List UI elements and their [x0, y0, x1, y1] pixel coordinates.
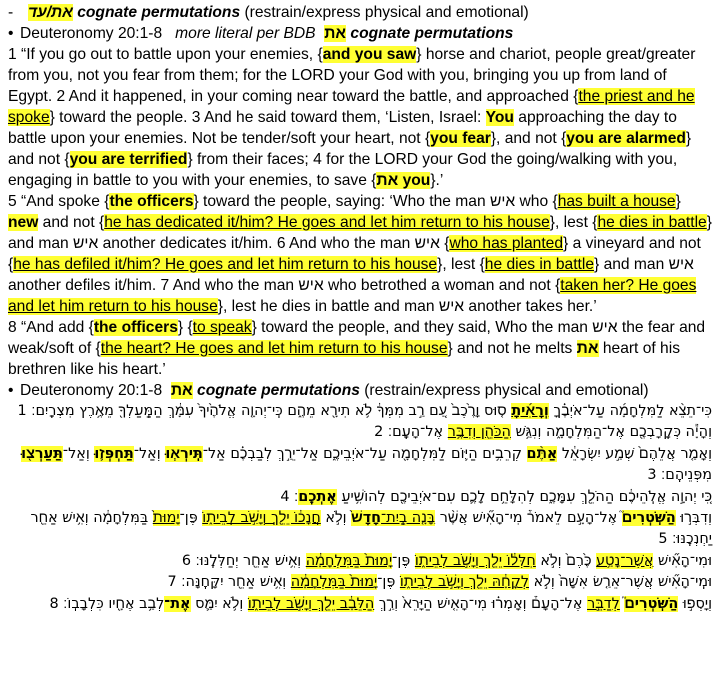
hebrew-verse-7 [8, 572, 712, 593]
highlighted-phrase: and you saw [322, 46, 417, 63]
text-run: ׃ 4 [280, 488, 299, 505]
highlighted-phrase: תַּחְפְּז֛וּ [94, 445, 134, 462]
highlighted-phrase: the heart? He goes and let him return to his house [100, 340, 448, 357]
text-run: } and man [594, 256, 669, 273]
highlighted-phrase: יָמוּת֙ בַּמִּלְחָמָ֔ה [305, 552, 393, 569]
hebrew-word: איש [489, 193, 516, 210]
highlighted-phrase: he has defiled it/him? He goes and let him return to his house [13, 256, 438, 273]
text-run: וּמִי־הָאִ֞ישׁ [653, 552, 712, 569]
text-run: another dedicates it/him. 6 And who the man [98, 235, 415, 252]
highlighted-phrase: to speak [192, 319, 252, 336]
highlighted-phrase: the priest and he spoke [8, 88, 695, 126]
highlighted-phrase: בָּנָ֤ה בַֽיִת־ [381, 510, 436, 527]
hebrew-word: איש [414, 235, 440, 252]
text-run: }, and not { [490, 130, 567, 147]
hebrew-verse-4 [8, 487, 712, 508]
heading-line-1 [8, 2, 712, 23]
text-run: who betrothed a woman and not { [323, 277, 561, 294]
cognate-title: cognate permutations [350, 25, 514, 42]
text-run: פֶּן־ [377, 574, 400, 591]
text-run: וְאִ֥ישׁ אַחֵ֖ר יִקָּחֶֽנָּה׃ 7 [167, 574, 291, 591]
text-run: ס֤וּס וָרֶ֙כֶב֙ עַ֚ם רַ֣ב מִמְּךָ֔ לֹ֥א תִירָ֖א מֵהֶ֑ם כִּֽי־יְהוָ֤ה אֱלֹהֶ֙יךָ֙ עִמָּ֔ךְ הַמַּֽעַלְךָ֖ מֵאֶ֥רֶץ מִצְרָֽיִם׃ 1 [17, 403, 512, 419]
highlighted-phrase: הַשֹּֽׁטְרִים֮ [621, 510, 676, 527]
highlighted-phrase: taken her? He goes and let him return to his house [8, 277, 697, 315]
hebrew-word: איש [438, 298, 465, 315]
text-run: 5 “And spoke { [8, 193, 110, 210]
highlighted-phrase: חֲנָכ֔וֹ יֵלֵ֖ךְ וְיָשֹׁ֣ב לְבֵית֑וֹ [202, 510, 321, 527]
text-run: }, lest { [549, 214, 598, 231]
text-run: } { [177, 319, 193, 336]
hebrew-word: איש [298, 277, 324, 294]
highlighted-phrase: you are terrified [69, 151, 188, 168]
text-run: מִפְּנֵיהֶֽם׃ 3 [647, 467, 712, 484]
text-run: } [675, 193, 681, 210]
highlighted-phrase: לְקָחָ֔הּ יֵלֵ֖ךְ וְיָשֹׁ֣ב לְבֵית֑וֹ [399, 574, 529, 591]
hebrew-word: איש [73, 235, 99, 252]
hebrew-verse-5 [8, 508, 712, 551]
hebrew-verse-3 [8, 444, 712, 487]
text-run: } horse and chariot, people great/greater from you, not you fear from them; for the LORD your God with you, bringing you up from land of Egypt. 2 And it happened, in your coming near toward the battle, and approached { [8, 46, 696, 105]
hebrew-term: את/עד [28, 4, 73, 21]
text-run: פֶּן־ [392, 552, 415, 569]
hebrew-word: איש [668, 256, 694, 273]
highlighted-phrase: אַתֶּ֨ם [526, 445, 558, 462]
text-run: and not { [38, 214, 105, 231]
hebrew-verse-6 [8, 551, 712, 572]
text-run: אֶל־הָעָ֣ם לֵאמֹר֒ מִי־הָאִ֞ישׁ אֲשֶׁ֨ר [435, 510, 622, 527]
text-run: the fear and weak/soft of { [8, 319, 706, 357]
highlighted-phrase: You [485, 109, 514, 126]
paragraph-verse-8 [8, 317, 712, 380]
text-run: כִּ֚י יְהוָ֣ה אֱלֹֽהֵיכֶ֔ם הַהֹלֵ֖ךְ עִמָּכֶ֑ם לְהִלָּחֵ֥ם לָכֶ֛ם עִם־אֹיְבֵיכֶ֖ם לְהוֹשִׁ֥יעַ [336, 488, 712, 505]
text-run: } toward the people, and they said, Who the man [251, 319, 593, 336]
text-run: פֶּן־ [179, 510, 203, 527]
text-run: כֶּ֙רֶם֙ וְלֹ֣א [535, 552, 597, 569]
dot-bullet: • [8, 25, 14, 42]
text-run: וְהָיָ֕ה כְּקָֽרָבְכֶ֖ם אֶל־הַמִּלְחָמָ֑ה וְנִגַּ֥שׁ [510, 424, 712, 441]
text-run: אֶל־הָעָם֒ וְאָמְר֗וּ מִי־הָאִ֤ישׁ הַיָּרֵא֙ וְרַ֣ךְ [374, 595, 588, 612]
highlighted-phrase: you are alarmed [566, 130, 686, 147]
text-run: } and not he melts [447, 340, 577, 357]
text-run: heart of his brethren like his heart.’ [8, 340, 680, 378]
text-run: קְרֵבִ֥ים הַיּ֛וֹם לַמִּלְחָמָ֖ה עַל־אֹיְבֵיכֶ֑ם אַל־יֵרַ֣ךְ לְבַבְכֶ֗ם אַל־ [202, 445, 527, 462]
highlighted-phrase: יָמוּת֙ בַּמִּלְחָמָ֔ה [290, 574, 378, 591]
hebrew-term: את [576, 340, 599, 357]
highlighted-phrase: תַּעַרְצ֖וּ [21, 445, 63, 462]
highlighted-phrase: he has dedicated it/him? He goes and let him return to his house [104, 214, 550, 231]
text-run: who { [515, 193, 558, 210]
reference: Deuteronomy 20:1-8 [20, 382, 171, 399]
highlighted-phrase: who has planted [449, 235, 564, 252]
text-run: approaching the day to battle upon your enemies. Not be tender/soft your heart, not { [8, 109, 677, 147]
reference: Deuteronomy 20:1-8 [20, 25, 163, 42]
text-run: } a vineyard and not { [8, 235, 701, 273]
highlighted-phrase: he dies in battle [484, 256, 595, 273]
hebrew-term: את [170, 382, 193, 399]
highlighted-phrase: has built a house [557, 193, 676, 210]
heading-line-3 [8, 380, 712, 401]
paragraph-verses-1-4 [8, 44, 712, 191]
text-run: וְאָמַ֤ר אֲלֵהֶם֙ שְׁמַ֣ע יִשְׂרָאֵ֔ל [557, 445, 712, 462]
cognate-title: cognate permutations [77, 4, 241, 21]
text-run: } and man [8, 214, 712, 252]
text-run: לְבַ֥ב אֶחָ֖יו כִּלְבָבֽוֹ׃ 8 [49, 595, 165, 612]
hebrew-term: אֶת־ [164, 595, 191, 612]
highlighted-phrase: new [8, 214, 39, 231]
highlighted-phrase: the officers [109, 193, 194, 210]
text-run: וְלֹ֥א יִמַּ֛ס [190, 595, 248, 612]
text-run: וְאַל־ [62, 445, 95, 462]
highlighted-phrase: הַכֹּהֵ֖ן וְדִבֶּ֥ר [447, 424, 511, 441]
highlighted-phrase: the officers [93, 319, 178, 336]
text-run: וְלֹ֣א [320, 510, 352, 527]
hebrew-term: את [376, 172, 399, 189]
text-run: וְיָסְפ֣וּ [678, 595, 712, 612]
highlighted-phrase: הַלֵּבָ֔ב יֵלֵ֖ךְ וְיָשֹׁ֣ב לְבֵית֑וֹ [247, 595, 375, 612]
text-run: another takes her.’ [464, 298, 597, 315]
highlighted-phrase: חָדָשׁ֙ [351, 510, 382, 527]
hebrew-term: את [324, 25, 347, 42]
text-run: }, lest { [437, 256, 485, 273]
highlighted-phrase: אֶתְכֶֽם [298, 488, 337, 505]
cognate-title: cognate permutations [197, 382, 360, 399]
text-run: אֶל־הָעָֽם׃ 2 [374, 424, 448, 441]
highlighted-phrase: תִּֽירְא֧וּ [165, 445, 203, 462]
highlighted-phrase: you fear [430, 130, 491, 147]
highlighted-phrase: הַשֹּֽׁטְרִים֮ [624, 595, 679, 612]
text-run: וְדִבְּר֣וּ [675, 510, 712, 527]
text-run: } toward the people, saying: ‘Who the man [193, 193, 490, 210]
dot-bullet: • [8, 382, 14, 399]
text-run: } and not { [8, 130, 692, 168]
space [398, 172, 402, 189]
text-run: וְאַל־ [133, 445, 166, 462]
text-run: 1 “If you go out to battle upon your enemies, { [8, 46, 323, 63]
text-run: { [439, 235, 450, 252]
highlighted-phrase: he dies in battle [597, 214, 707, 231]
highlighted-phrase: חִלְּל֔וֹ יֵלֵ֖ךְ וְיָשֹׁ֣ב לְבֵית֑וֹ [414, 552, 536, 569]
hebrew-verse-2 [8, 422, 712, 443]
text-run: וְאִ֥ישׁ אַחֵ֖ר יְחַלְּלֶֽנּוּ׃ 6 [181, 552, 306, 569]
paragraph-verses-5-7 [8, 191, 712, 317]
highlighted-phrase: you [402, 172, 431, 189]
text-run: בַּמִּלְחָמָ֔ה וְאִ֥ישׁ אַחֵ֖ר יַחְנְכֶֽנּוּ׃ 5 [30, 510, 712, 548]
highlighted-phrase: אֲשֶׁר־נָטַ֥ע [596, 552, 654, 569]
text-run: }, lest he dies in battle and man [217, 298, 439, 315]
hebrew-verse-8 [8, 594, 712, 615]
hebrew-word: איש [592, 319, 618, 336]
dash-bullet: - [8, 4, 14, 21]
text-run: 8 “And add { [8, 319, 94, 336]
highlighted-phrase: וְרָאִ֜יתָ [511, 403, 549, 419]
heading-line-2 [8, 23, 712, 44]
highlighted-phrase: יָמוּת֙ [152, 510, 180, 527]
text-run: } from their faces; 4 for the LORD your God the going/walking with you, engaging in battle to you with your enemies, to save { [8, 151, 678, 189]
text-run: כִּי־תֵצֵ֨א לַמִּלְחָמָ֜ה עַל־אֹיְבֶ֗ךָ [548, 403, 712, 419]
translation-note: more literal per BDB [162, 25, 325, 42]
text-run: וּמִֽי־הָאִ֞ישׁ אֲשֶׁר־אֵרַ֤שׂ אִשָּׁה֙ וְלֹ֣א [529, 574, 712, 591]
highlighted-phrase: לְדַבֵּ֣ר [587, 595, 620, 612]
subtitle: (restrain/express physical and emotional) [240, 4, 529, 21]
text-run: }.’ [430, 172, 444, 189]
text-run: } toward the people. 3 And he said toward them, ‘Listen, Israel: [49, 109, 486, 126]
text-run: another defiles it/him. 7 And who the man [8, 277, 299, 294]
hebrew-verse-1 [8, 401, 712, 422]
subtitle: (restrain/express physical and emotional) [359, 382, 649, 399]
